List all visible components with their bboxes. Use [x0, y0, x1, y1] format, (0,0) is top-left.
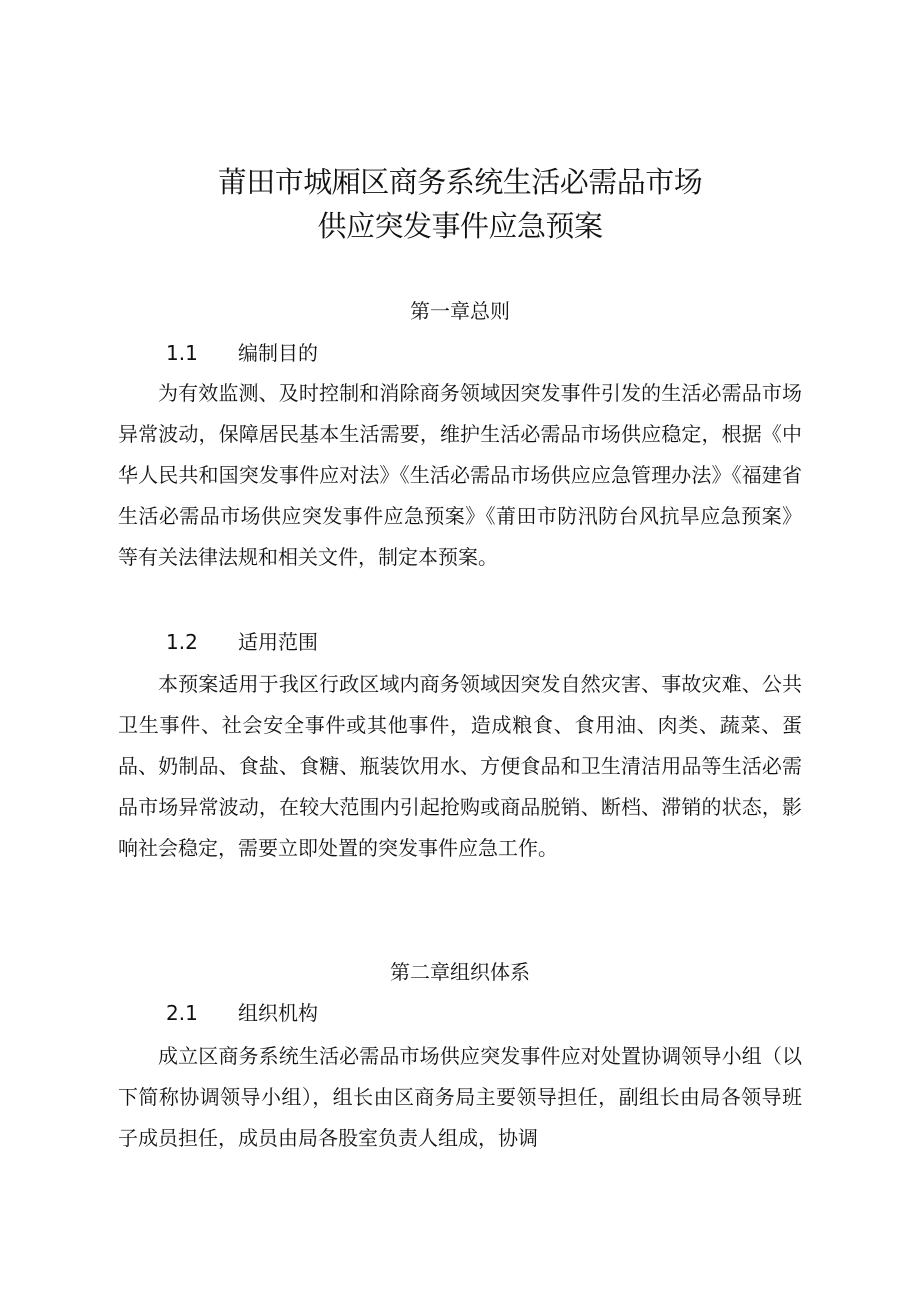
section-1-2-number: 1.2: [166, 630, 198, 654]
section-2-1-title: 组织机构: [238, 1001, 318, 1025]
section-1-2-heading: [166, 632, 318, 652]
section-1-2-title: 适用范围: [238, 630, 318, 654]
section-1-1-heading: [166, 343, 318, 363]
chapter-1-heading: 第一章总则: [410, 299, 510, 323]
section-2-1-number: 2.1: [166, 1001, 198, 1025]
section-2-1-heading: [166, 1003, 318, 1023]
chapter-2-heading: 第二章组织体系: [390, 960, 530, 984]
document-title-line-2: 供应突发事件应急预案: [317, 209, 603, 243]
section-1-1-number: 1.1: [166, 341, 198, 365]
section-1-1-title: 编制目的: [238, 341, 318, 365]
document-title-line-1: 莆田市城厢区商务系统生活必需品市场: [217, 165, 703, 199]
section-1-2-paragraph: 本预案适用于我区行政区域内商务领域因突发自然灾害、事故灾难、公共卫生事件、社会安全事件或其他事件，造成粮食、食用油、肉类、蔬菜、蛋品、奶制品、食盐、食糖、瓶装饮用水、方便食品和卫生清洁用品等生活必需品市场异常波动，在较大范围内引起抢购或商品脱销、断档、滞销的状态，影响社会稳定，需要立即处置的突发事件应急工作。: [118, 672, 802, 860]
section-2-1-paragraph: 成立区商务系统生活必需品市场供应突发事件应对处置协调领导小组（以下简称协调领导小组），组长由区商务局主要领导担任，副组长由局各领导班子成员担任，成员由局各股室负责人组成，协调: [118, 1044, 802, 1150]
section-1-1-paragraph: 为有效监测、及时控制和消除商务领域因突发事件引发的生活必需品市场异常波动，保障居民基本生活需要，维护生活必需品市场供应稳定，根据《中华人民共和国突发事件应对法》《生活必需品市场供应应急管理办法》《福建省生活必需品市场供应突发事件应急预案》《莆田市防汛防台风抗旱应急预案》等有关法律法规和相关文件，制定本预案。: [118, 381, 802, 569]
